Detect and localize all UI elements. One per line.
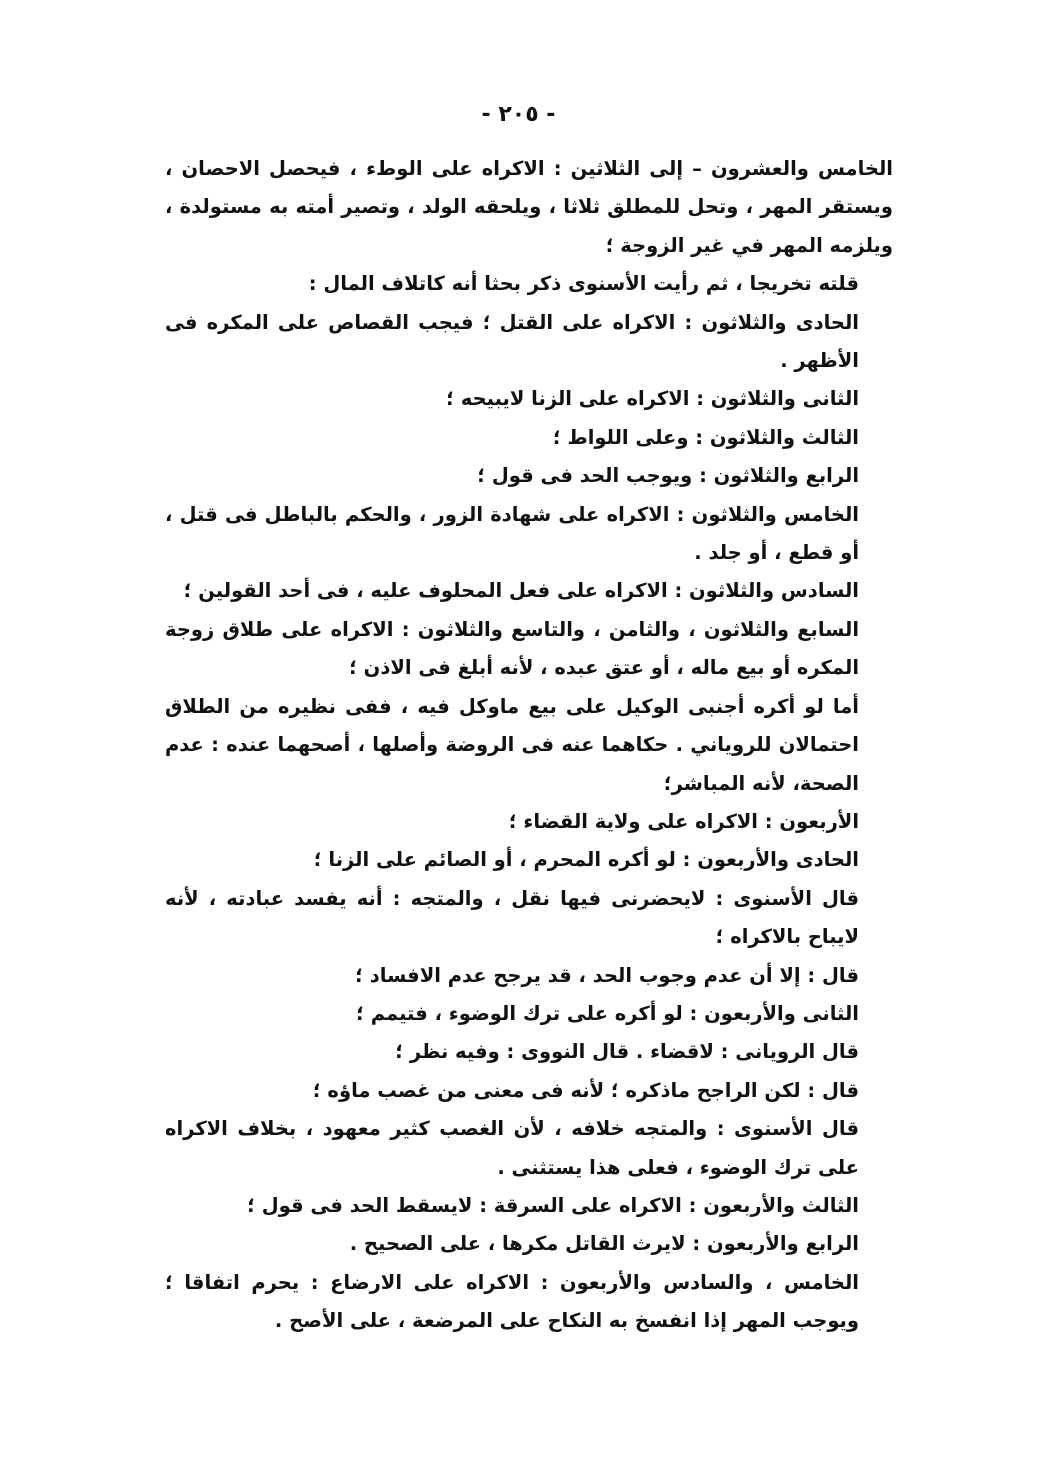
paragraph: الثانى والثلاثون : الاكراه على الزنا لايبيحه ؛ [446, 387, 859, 411]
paragraph: الحادى والأربعون : لو أكره المحرم ، أو الصائم على الزنا ؛ [313, 848, 859, 872]
page-number: - ٢٠٥ - [481, 102, 556, 127]
paragraph: الخامس والثلاثون : الاكراه على شهادة الزور ، والحكم بالباطل فى قتل ، أو قطع ، أو جلد . [165, 502, 859, 565]
paragraph: الرابع والثلاثون : ويوجب الحد فى قول ؛ [477, 464, 859, 488]
paragraph: الخامس ، والسادس والأربعون : الاكراه على الارضاع : يحرم اتفاقا ؛ ويوجب المهر إذا انفسخ به النكاح على المرضعة ، على الأصح . [165, 1270, 859, 1333]
paragraph: الرابع والأربعون : لايرث القاتل مكرها ، على الصحيح . [349, 1232, 859, 1256]
paragraph: قال الأسنوى : والمتجه خلافه ، لأن الغصب كثير معهود ، بخلاف الاكراه على ترك الوضوء ، فعلى هذا يستثنى . [165, 1117, 859, 1179]
body-text [165, 150, 893, 1341]
paragraph: قال الرويانى : لاقضاء . قال النووى : وفيه نظر ؛ [395, 1040, 859, 1064]
paragraph: قال الأسنوى : لايحضرنى فيها نقل ، والمتجه : أنه يفسد عبادته ، لأنه لايباح بالاكراه ؛ [165, 886, 859, 949]
paragraph: الثالث والثلاثون : وعلى اللواط ؛ [552, 425, 859, 449]
paragraph: قلته تخريجا ، ثم رأيت الأسنوى ذكر بحثا أنه كاتلاف المال : [308, 272, 859, 296]
paragraph: قال : لكن الراجح ماذكره ؛ لأنه فى معنى من غصب ماؤه ؛ [312, 1078, 859, 1102]
paragraph: الثانى والأربعون : لو أكره على ترك الوضوء ، فتيمم ؛ [356, 1001, 859, 1025]
paragraph: الخامس والعشرون – إلى الثلاثين : الاكراه على الوطء ، فيحصل الاحصان ، ويستقر المهر ، وتحل للمطلق ثلاثا ، ويلحقه الولد ، وتصير أمته به مستولدة ، ويلزمه المهر في غير الزوجة ؛ [165, 157, 893, 257]
paragraph: قال : إلا أن عدم وجوب الحد ، قد يرجح عدم الافساد ؛ [355, 963, 859, 987]
paragraph: السادس والثلاثون : الاكراه على فعل المحلوف عليه ، فى أحد القولين ؛ [183, 579, 859, 603]
paragraph: الحادى والثلاثون : الاكراه على القتل ؛ فيجب القصاص على المكره فى الأظهر . [165, 310, 859, 373]
paragraph: السابع والثلاثون ، والثامن ، والتاسع والثلاثون : الاكراه على طلاق زوجة المكره أو بيع ماله ، أو عتق عبده ، لأنه أبلغ فى الاذن ؛ [165, 617, 859, 680]
paragraph: أما لو أكره أجنبى الوكيل على بيع ماوكل فيه ، ففى نظيره من الطلاق احتمالان للروياني . حكاهما عنه فى الروضة وأصلها ، أصحهما عنده : عدم الصحة، لأنه المباشر؛ [165, 694, 859, 795]
paragraph: الأربعون : الاكراه على ولاية القضاء ؛ [508, 809, 859, 833]
paragraph: الثالث والأربعون : الاكراه على السرقة : لايسقط الحد فى قول ؛ [247, 1193, 859, 1217]
